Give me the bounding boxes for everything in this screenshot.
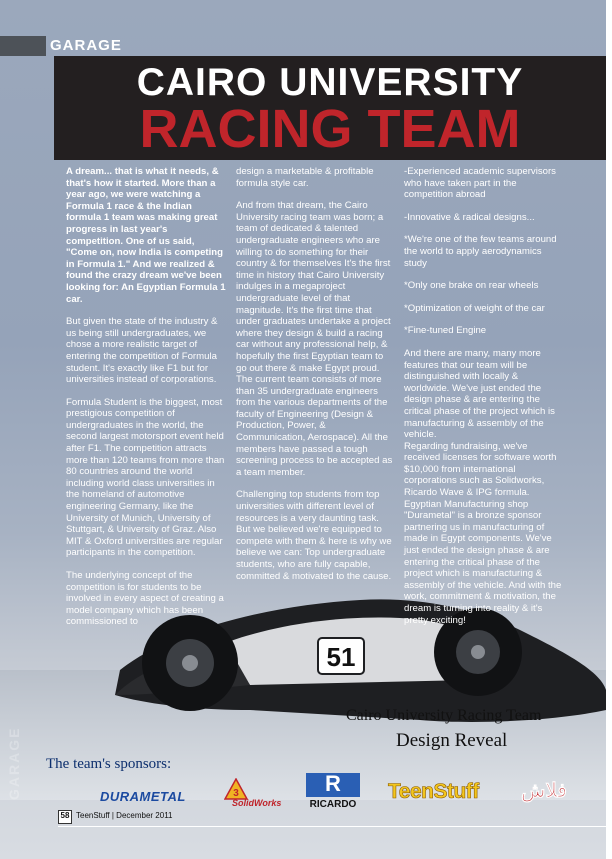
paragraph: But given the state of the industry & us being still undergraduates, we chose a more realistic target of entering the competition of Formula student. It's exactly like F1 but for universities instead of corporations.: [66, 316, 218, 386]
paragraph: -Innovative & radical designs...: [404, 211, 535, 223]
paragraph: design a marketable & profitable formula style car.: [236, 166, 374, 189]
section-label: GARAGE: [50, 37, 122, 54]
issue-label: TeenStuff | December 2011: [76, 811, 173, 820]
paragraph: But we believed we're equipped to compete with them & here is why we believe we can: Top undergraduate students, who are fully capable, committed & motivated to the cause.: [236, 524, 392, 582]
ricardo-wordmark: RICARDO: [309, 799, 357, 810]
article-column-3: [404, 166, 564, 637]
paragraph: And there are many, many more features that our team will be distinguished with locally & worldwide. We've just ended the design phase & are entering the critical phase of the project which is manufacturing & assembly of the vehicle.: [404, 347, 555, 441]
durametal-logo: DURAMETAL: [100, 789, 186, 804]
photo-caption-line-2: Design Reveal: [396, 730, 508, 751]
photo-caption-line-1: Cairo University Racing Team: [346, 707, 542, 724]
headline-line-1: CAIRO UNIVERSITY: [136, 61, 524, 104]
section-bar-block: [0, 36, 46, 56]
paragraph: And from that dream, the Cairo University racing team was born; a team of dedicated & talented undergraduate engineers who are willing to do something for their country & for themselves It's the first time in history that Cairo University indulges in a megaproject undergraduate level of that magnitude. It's the first time that under graduates undertake a project where they design & build a racing car without any professional help, & hopefully the first Egyptian team to go out there & make Egypt proud.: [236, 200, 391, 374]
title-band: [54, 56, 606, 160]
ricardo-logo: [306, 773, 360, 813]
teenstuff-logo: TeenStuff: [388, 780, 479, 803]
sponsors-heading: The team's sponsors:: [46, 756, 172, 772]
section-bar: [0, 36, 606, 56]
flash-logo: [510, 777, 578, 807]
ricardo-mark-letter: R: [325, 771, 341, 796]
paragraph: *Optimization of weight of the car: [404, 302, 545, 314]
solidworks-wordmark: SolidWorks: [232, 798, 282, 808]
solidworks-mark-icon: [224, 778, 248, 800]
paragraph: Formula Student is the biggest, most prestigious competition of undergraduates in the world, the second largest motorsport event held after F1. The competition attracts more than 120 teams from more than 80 countries around the world including world class universities in the homeland of automotive engineering Germany, like the University of Munich, University of Stuttgart, & University of Graz. Also MIT & Oxford universities are regular participants in the competition.: [66, 396, 225, 559]
paragraph: -Experienced academic supervisors who have taken part in the competition abroad: [404, 166, 556, 201]
car-number: 51: [326, 642, 356, 672]
paragraph: *Fine-tuned Engine: [404, 325, 487, 337]
flash-wordmark: فلاش: [521, 780, 567, 802]
paragraph: *Only one brake on rear wheels: [404, 280, 539, 292]
page-edge: [606, 0, 612, 859]
lead-paragraph: A dream... that is what it needs, & that's how it started. More than a year ago, we were watching a Formula 1 race & the Indian formula 1 team was making great progress in last year's competition. One of us said, "Come on, now India is competing in Formula 1." And we realized & found the crazy dream we've been looking for: An Egyptian Formula 1 car.: [66, 166, 226, 305]
headline-line-2: RACING TEAM: [139, 99, 521, 159]
paragraph: *We're one of the few teams around the world to apply aerodynamics study: [404, 234, 557, 269]
paragraph: The current team consists of more than 35 undergraduate engineers from the various departments of the faculty of Engineering (Design & Production, Power, & Communication, Aerospace). All the members have passed a tough screening process to be accepted as a team member.: [236, 374, 393, 478]
paragraph: Challenging top students from top universities with different level of resources is a very daunting task.: [236, 489, 380, 524]
page-number: 58: [60, 811, 70, 820]
article-column-1: [66, 166, 226, 639]
article-column-2: [236, 166, 396, 593]
footer-rule: [58, 826, 606, 827]
svg-text:3: 3: [233, 788, 239, 799]
side-watermark: GARAGE: [6, 726, 22, 800]
solidworks-logo: [222, 778, 286, 812]
paragraph: Regarding fundraising, we've received licenses for software worth $10,000 from international corporations such as Solidworks, Ricardo Wave & IPG formula. Egyptian Manufacturing shop "Durametal" is a bronze sponsor partnering us in manufacturing of made in Egypt components. We've just ended the design phase & are entering the critical phase of the project which is manufacturing & assembly of the vehicle. And with the work, commitment & motivation, the dream is turning into reality & it's pretty exciting!: [404, 440, 562, 626]
paragraph: The underlying concept of the competition is for students to be involved in every aspect of creating a model company which has been commissioned to: [66, 570, 224, 628]
